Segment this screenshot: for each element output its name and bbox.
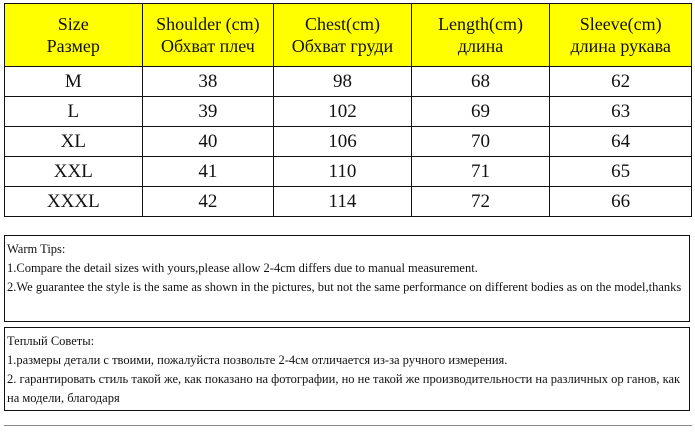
header-length-en: Length(cm) <box>438 14 524 34</box>
table-row <box>5 127 692 157</box>
warm-tips-title: Warm Tips: <box>7 242 66 256</box>
cell-sleeve: 63 <box>550 97 692 127</box>
cell-shoulder: 38 <box>142 67 274 97</box>
header-shoulder <box>142 4 274 67</box>
header-size-ru: Размер <box>46 36 100 56</box>
cell-length: 68 <box>411 67 550 97</box>
cell-sleeve: 65 <box>550 157 692 187</box>
header-length-ru: длина <box>457 36 504 56</box>
warm-tips-title-ru: Теплый Советы: <box>7 334 95 348</box>
cell-chest: 114 <box>274 187 412 217</box>
bottom-divider <box>4 425 692 426</box>
header-shoulder-ru: Обхват плеч <box>160 36 255 56</box>
header-sleeve <box>550 4 692 67</box>
header-size <box>5 4 143 67</box>
table-row <box>5 187 692 217</box>
header-sleeve-en: Sleeve(cm) <box>579 14 662 34</box>
cell-length: 72 <box>411 187 550 217</box>
table-row <box>5 97 692 127</box>
table-row <box>5 157 692 187</box>
cell-shoulder: 42 <box>142 187 274 217</box>
header-length <box>411 4 550 67</box>
size-chart-table <box>4 3 692 217</box>
cell-sleeve: 64 <box>550 127 692 157</box>
cell-shoulder: 40 <box>142 127 274 157</box>
cell-chest: 110 <box>274 157 412 187</box>
cell-length: 70 <box>411 127 550 157</box>
cell-shoulder: 39 <box>142 97 274 127</box>
cell-length: 69 <box>411 97 550 127</box>
warm-tips-line-1: 1.Compare the detail sizes with yours,please allow 2-4cm differs due to manual measurement. <box>7 261 478 275</box>
warm-tips-line-2: 2.We guarantee the style is the same as shown in the pictures, but not the same performance on different bodies as on the model,thanks <box>7 280 682 294</box>
header-chest <box>274 4 412 67</box>
header-row <box>5 4 692 67</box>
cell-sleeve: 66 <box>550 187 692 217</box>
cell-size: XL <box>5 127 143 157</box>
cell-sleeve: 62 <box>550 67 692 97</box>
warm-tips-english <box>4 235 690 322</box>
cell-chest: 102 <box>274 97 412 127</box>
header-chest-ru: Обхват груди <box>291 36 394 56</box>
warm-tips-russian <box>4 327 690 411</box>
cell-size: XXL <box>5 157 143 187</box>
cell-size: M <box>5 67 143 97</box>
warm-tips-line-2-ru: 2. гарантировать стиль такой же, как показано на фотографии, но не такой же производительности на различных ор ганов, как на модели, благодаря <box>7 372 681 405</box>
warm-tips-line-1-ru: 1.размеры детали с твоими, пожалуйста позвольте 2-4см отличается из-за ручного измерения. <box>7 353 508 367</box>
cell-length: 71 <box>411 157 550 187</box>
table-row <box>5 67 692 97</box>
cell-chest: 98 <box>274 67 412 97</box>
cell-chest: 106 <box>274 127 412 157</box>
cell-size: XXXL <box>5 187 143 217</box>
header-sleeve-ru: длина рукава <box>570 36 671 56</box>
header-size-en: Size <box>57 14 89 34</box>
header-chest-en: Chest(cm) <box>304 14 380 34</box>
cell-shoulder: 41 <box>142 157 274 187</box>
cell-size: L <box>5 97 143 127</box>
header-shoulder-en: Shoulder (cm) <box>156 14 260 34</box>
